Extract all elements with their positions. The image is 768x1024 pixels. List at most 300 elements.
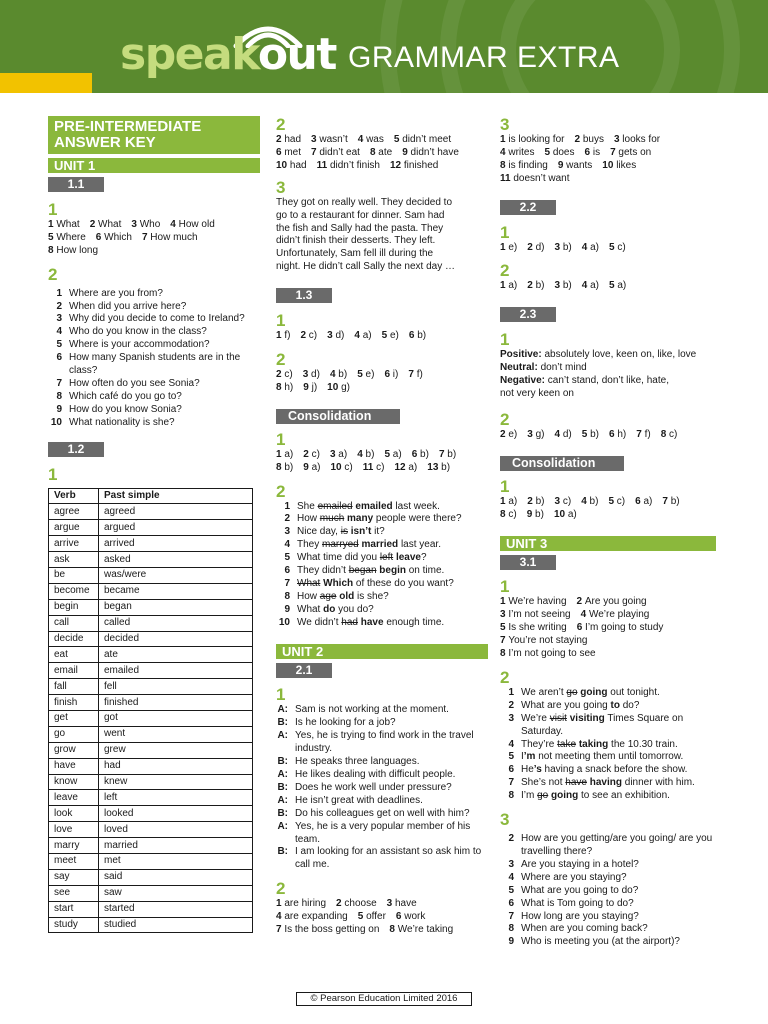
item-text: When did you arrive here?	[69, 300, 187, 312]
answer-number: 4	[554, 428, 561, 440]
item-text: Yes, he is trying to find work in the travel industry.	[295, 730, 474, 755]
answer-line	[500, 635, 716, 648]
answer-number: 5	[581, 428, 588, 440]
item-number: 7	[508, 777, 514, 789]
list-item	[500, 687, 716, 700]
past-simple-cell: fell	[99, 679, 253, 695]
answer-text: g)	[535, 428, 545, 440]
answer-number: 7	[662, 495, 668, 507]
section-1-1-tag: 1.1	[48, 177, 104, 192]
verb-cell: grow	[49, 742, 99, 758]
sentence-fragment: How	[297, 513, 320, 525]
answer-number: 3	[500, 609, 506, 621]
exercise-2-3-2-answers	[500, 429, 716, 442]
answer-text: work	[404, 911, 426, 923]
past-simple-cell: married	[99, 838, 253, 854]
crossed-out-word: What	[297, 577, 321, 589]
answer-text: b)	[590, 428, 599, 440]
key-title-line2: ANSWER KEY	[54, 134, 156, 151]
item-number: 7	[284, 577, 290, 589]
answer-text: a)	[338, 448, 348, 460]
answer-number: 12	[394, 461, 406, 473]
negative-text-continued: not very keen on	[500, 387, 574, 399]
answer-text: didn’t meet	[402, 134, 452, 145]
answer-number: 2	[500, 428, 506, 440]
answer-number: 3	[131, 218, 137, 230]
item-number: 3	[508, 858, 514, 870]
past-simple-cell: finished	[99, 695, 253, 711]
answer-number: 1	[276, 448, 282, 460]
item-number: B:	[277, 756, 288, 768]
item-text: Where are you staying?	[521, 871, 627, 883]
correct-word: taking	[578, 738, 609, 750]
answer-number: 2	[574, 134, 581, 145]
sentence-fragment: it?	[371, 526, 385, 538]
list-item	[276, 565, 488, 578]
table-row	[49, 869, 253, 885]
answer-text: wasn’t	[319, 134, 348, 145]
answer-number: 2	[276, 368, 282, 380]
item-text: Who is meeting you (at the airport)?	[521, 936, 680, 948]
answer-line	[500, 609, 716, 622]
item-text	[297, 617, 444, 630]
sentence-fragment: out tonight.	[607, 686, 660, 698]
answer-text: e)	[508, 241, 518, 253]
past-simple-cell: knew	[99, 774, 253, 790]
answer-text: buys	[582, 134, 604, 145]
verb-cell: fall	[49, 679, 99, 695]
answer-text: a)	[590, 280, 599, 292]
answer-number: 3	[386, 898, 393, 910]
neutral-label: Neutral:	[500, 362, 538, 374]
item-number: 9	[284, 603, 290, 615]
correct-word: visiting	[569, 712, 605, 724]
item-text	[297, 526, 385, 539]
answer-line	[500, 280, 716, 293]
item-text: He likes dealing with difficult people.	[295, 769, 456, 780]
answer-number: 7	[610, 146, 616, 158]
sentence-fragment: last year.	[398, 539, 441, 551]
table-row	[49, 806, 253, 822]
answer-text: doesn’t want	[513, 172, 570, 184]
correct-word: leave	[395, 552, 421, 564]
verb-cell: marry	[49, 838, 99, 854]
answer-line	[500, 173, 716, 186]
item-number: 5	[508, 751, 514, 763]
table-row	[49, 599, 253, 615]
answer-number: 3	[554, 495, 561, 507]
verb-cell: email	[49, 663, 99, 679]
crossed-out-word: much	[319, 513, 345, 525]
list-item	[500, 764, 716, 777]
section-3-1-tag: 3.1	[500, 555, 556, 570]
sentence-fragment: He	[521, 764, 534, 776]
exercise-1-1-1-answers	[48, 219, 260, 258]
crossed-out-word: go	[537, 790, 549, 802]
answer-number: 4	[500, 146, 506, 158]
answer-text: e)	[365, 368, 375, 380]
list-item	[500, 859, 716, 872]
exercise-3-1-1-answers	[500, 596, 716, 661]
answer-line	[276, 462, 488, 475]
answer-text: gets on	[618, 146, 652, 158]
verb-cell: see	[49, 885, 99, 901]
answer-number: 2	[300, 330, 307, 342]
answer-text: c)	[508, 508, 517, 520]
item-number: A:	[277, 820, 288, 832]
exercise-number: 2	[276, 115, 286, 134]
answer-line	[500, 429, 716, 442]
item-text: Are you staying in a hotel?	[521, 858, 639, 870]
item-number: 1	[508, 686, 514, 698]
exercise-number: 3	[500, 810, 510, 830]
answer-number: 8	[389, 924, 395, 936]
answer-text: Is the boss getting on	[284, 924, 380, 936]
answer-number: 9	[526, 508, 533, 520]
answer-number: 6	[584, 146, 591, 158]
crossed-out-word: have	[565, 777, 587, 789]
past-simple-cell: decided	[99, 631, 253, 647]
list-item	[276, 821, 488, 847]
item-number: 6	[508, 897, 514, 909]
past-simple-cell: went	[99, 726, 253, 742]
verb-cell: call	[49, 615, 99, 631]
item-number: 4	[508, 871, 514, 883]
answer-text: a)	[362, 330, 372, 342]
item-number: 5	[508, 884, 514, 896]
item-text: Why did you decide to come to Ireland?	[69, 313, 245, 325]
answer-number: 3	[302, 368, 309, 380]
answer-number: 2	[276, 134, 282, 145]
answer-text: We’re playing	[588, 609, 650, 621]
past-simple-cell: loved	[99, 822, 253, 838]
item-text	[297, 552, 427, 565]
column-2	[276, 116, 488, 937]
table-row	[49, 504, 253, 520]
column-1	[48, 116, 260, 933]
answer-text: finished	[403, 159, 439, 171]
item-number: 6	[56, 352, 62, 364]
list-item	[276, 604, 488, 617]
answer-number: 11	[362, 461, 374, 473]
list-item	[276, 704, 488, 717]
exercise-number: 2	[500, 667, 510, 687]
answer-text: a)	[311, 461, 321, 473]
answer-number: 2	[576, 596, 583, 608]
answer-line	[48, 219, 260, 232]
answer-text: What	[56, 218, 80, 230]
negative-label: Negative:	[500, 375, 546, 387]
answer-number: 5	[381, 330, 388, 342]
answer-text: f)	[284, 330, 291, 342]
list-item	[500, 833, 716, 859]
crossed-out-word: marryed	[322, 539, 359, 551]
sentence-fragment: She’s not	[521, 777, 566, 789]
answer-number: 11	[500, 172, 511, 184]
answer-number: 6	[395, 911, 402, 923]
answer-number: 5	[544, 146, 551, 158]
answer-number: 10	[602, 159, 614, 171]
exercise-2-1-2-answers	[276, 898, 488, 937]
answer-number: 3	[554, 280, 561, 292]
table-row	[49, 679, 253, 695]
text-line: the fish and Sally had the pasta. They	[276, 222, 444, 234]
answer-text: is	[592, 146, 601, 158]
list-item	[500, 872, 716, 885]
list-item	[48, 417, 260, 430]
list-item	[276, 717, 488, 730]
section-2-2-tag: 2.2	[500, 200, 556, 215]
logo-out-text: out	[257, 29, 336, 80]
crossed-out-word: began	[348, 565, 377, 577]
answer-text: is finding	[508, 159, 548, 171]
sentence-fragment: last week.	[392, 500, 440, 512]
verb-cell: have	[49, 758, 99, 774]
exercise-1-2-2-answers	[276, 134, 488, 173]
item-text: How often do you see Sonia?	[69, 377, 200, 389]
answer-line	[500, 496, 716, 509]
exercise-3-1-2-answers	[500, 687, 716, 803]
answer-text: What	[98, 218, 122, 230]
item-text: How do you know Sonia?	[69, 403, 182, 415]
answer-text: b)	[562, 241, 572, 253]
correct-word: do	[323, 603, 336, 615]
list-item	[276, 808, 488, 821]
answer-text: d)	[335, 330, 345, 342]
verb-cell: begin	[49, 599, 99, 615]
answer-number: 4	[580, 609, 587, 621]
sentence-fragment: They	[297, 539, 323, 551]
answer-number: 3	[311, 134, 317, 145]
answer-number: 5	[608, 495, 614, 507]
past-simple-cell: looked	[99, 806, 253, 822]
answer-number: 5	[609, 280, 615, 292]
item-text	[521, 777, 695, 790]
correct-word: going	[580, 686, 608, 698]
answer-text: c)	[376, 461, 385, 473]
item-text	[297, 539, 441, 552]
sentence-fragment: Times Square on Saturday.	[521, 712, 684, 737]
correct-word: having	[589, 777, 622, 789]
correct-word: ’m	[523, 751, 536, 763]
answer-text: b)	[441, 461, 451, 473]
answer-number: 1	[500, 241, 506, 253]
correct-word: Which	[323, 577, 354, 589]
table-row	[49, 742, 253, 758]
answer-number: 2	[303, 448, 309, 460]
item-number: 2	[508, 699, 514, 711]
answer-text: didn’t have	[410, 146, 459, 158]
verb-table	[48, 488, 253, 934]
answer-number: 1	[500, 134, 506, 145]
exercise-number: 3	[276, 177, 286, 197]
sentence-fragment: on time.	[405, 565, 445, 577]
answer-number: 7	[636, 428, 642, 440]
crossed-out-word: take	[557, 738, 577, 750]
list-item	[276, 782, 488, 795]
list-item	[500, 911, 716, 924]
item-number: 8	[508, 790, 514, 802]
answer-text: didn’t eat	[319, 146, 360, 158]
sentence-fragment: dinner with him.	[622, 777, 695, 789]
list-item	[500, 885, 716, 898]
text-line: night. He didn’t call Sally the next day …	[276, 261, 455, 273]
answer-number: 10	[276, 159, 288, 171]
answer-text: d)	[562, 428, 572, 440]
list-item	[500, 936, 716, 949]
answer-line	[500, 509, 716, 522]
answer-line	[500, 242, 716, 255]
answer-number: 12	[389, 159, 402, 171]
table-row	[49, 615, 253, 631]
item-number: 7	[56, 377, 62, 389]
table-row	[49, 663, 253, 679]
table-row	[49, 520, 253, 536]
answer-number: 4	[581, 280, 588, 292]
sentence-fragment: I	[521, 751, 524, 763]
answer-text: are hiring	[284, 898, 327, 910]
answer-text: a)	[392, 448, 402, 460]
list-item	[276, 795, 488, 808]
answer-text: Which	[104, 231, 132, 243]
answer-text: a)	[617, 280, 627, 292]
answer-line	[500, 648, 716, 661]
correct-word: have	[360, 616, 384, 628]
item-number: 4	[284, 539, 290, 551]
list-item	[48, 391, 260, 404]
list-item	[276, 846, 488, 872]
answer-text: c)	[617, 241, 626, 253]
past-simple-cell: began	[99, 599, 253, 615]
verb-cell: decide	[49, 631, 99, 647]
item-number: 2	[56, 300, 62, 312]
crossed-out-word: had	[341, 616, 358, 628]
section-2-1-tag: 2.1	[276, 663, 332, 678]
answer-number: 1	[500, 596, 506, 608]
past-simple-cell: saw	[99, 885, 253, 901]
item-number: 9	[56, 403, 62, 415]
item-text: Who do you know in the class?	[69, 326, 207, 338]
answer-number: 8	[500, 159, 506, 171]
verb-cell: leave	[49, 790, 99, 806]
item-number: A:	[277, 704, 288, 716]
answer-number: 10	[330, 461, 342, 473]
answer-number: 5	[500, 622, 506, 634]
neutral-text: don’t mind	[537, 362, 587, 374]
correct-word: emailed	[355, 500, 393, 512]
answer-number: 2	[527, 495, 533, 507]
sentence-fragment: We aren’t	[521, 686, 567, 698]
list-item	[500, 751, 716, 764]
verb-cell: go	[49, 726, 99, 742]
sentence-fragment: What are you going	[521, 699, 611, 711]
item-number: 4	[56, 326, 62, 338]
list-item	[276, 552, 488, 565]
answer-text: are expanding	[284, 911, 348, 923]
verb-cell: start	[49, 901, 99, 917]
verb-cell: agree	[49, 504, 99, 520]
correct-word: begin	[379, 565, 406, 577]
item-text: He isn’t great with deadlines.	[295, 794, 423, 806]
exercise-1-3-1-answers	[276, 330, 488, 343]
exercise-1-3-2-answers	[276, 369, 488, 395]
item-number: 9	[508, 936, 514, 948]
answer-text: How old	[178, 218, 215, 230]
verb-cell: arrive	[49, 536, 99, 552]
answer-line	[276, 160, 488, 173]
answer-text: likes	[616, 159, 637, 171]
positive-label: Positive:	[500, 349, 542, 361]
sentence-fragment: is she?	[354, 590, 389, 602]
item-text	[521, 687, 660, 700]
table-row	[49, 695, 253, 711]
page-title: GRAMMAR EXTRA	[348, 41, 620, 74]
sentence-fragment: of these do you want?	[353, 577, 454, 589]
table-row	[49, 901, 253, 917]
exercise-number: 2	[500, 409, 510, 429]
answer-text: e)	[389, 330, 399, 342]
section-1-3-tag: 1.3	[276, 288, 332, 303]
answer-number: 4	[354, 330, 360, 342]
item-number: 4	[508, 738, 514, 750]
exercise-1-2-3-answers	[276, 197, 488, 274]
answer-text: ate	[378, 146, 393, 158]
answer-text: We’re taking	[397, 924, 454, 936]
answer-text: c)	[308, 330, 318, 342]
sentence-fragment: We didn’t	[297, 616, 342, 628]
exercise-2-2-1-answers	[500, 242, 716, 255]
answer-text: choose	[344, 898, 377, 910]
answer-key-title	[48, 116, 260, 154]
item-number: 6	[284, 565, 290, 577]
negative-text: can’t stand, don’t like, hate,	[545, 375, 669, 387]
answer-number: 6	[411, 448, 418, 460]
answer-text: wants	[566, 159, 593, 171]
sentence-fragment: do?	[619, 699, 640, 711]
answer-text: met	[284, 146, 302, 158]
sentence-fragment: ?	[420, 552, 427, 564]
sentence-fragment: not meeting them until tomorrow.	[535, 751, 684, 763]
exercise-number: 1	[276, 311, 286, 331]
answer-number: 4	[276, 911, 282, 923]
answer-text: had	[289, 159, 307, 171]
correct-word: to	[610, 699, 620, 711]
answer-text: How long	[56, 244, 99, 256]
item-number: A:	[277, 769, 288, 780]
answer-line	[276, 147, 488, 160]
item-number: 10	[50, 416, 62, 428]
exercise-number: 1	[500, 476, 510, 496]
list-item	[48, 339, 260, 352]
answer-line	[276, 449, 488, 462]
answer-text: h)	[617, 428, 627, 440]
list-item	[48, 326, 260, 339]
answer-number: 4	[581, 495, 587, 507]
answer-number: 8	[276, 381, 282, 393]
table-row	[49, 583, 253, 599]
answer-text: You’re not staying	[508, 635, 588, 647]
answer-number: 6	[95, 231, 102, 243]
answer-line	[500, 160, 716, 173]
answer-text: a)	[408, 461, 418, 473]
answer-text: We’re having	[508, 596, 567, 608]
answer-number: 7	[276, 924, 282, 936]
list-item	[276, 591, 488, 604]
answer-text: g)	[341, 381, 350, 393]
answer-number: 2	[336, 898, 342, 910]
crossed-out-word: visit	[549, 712, 567, 724]
exercise-number: 3	[500, 115, 510, 134]
